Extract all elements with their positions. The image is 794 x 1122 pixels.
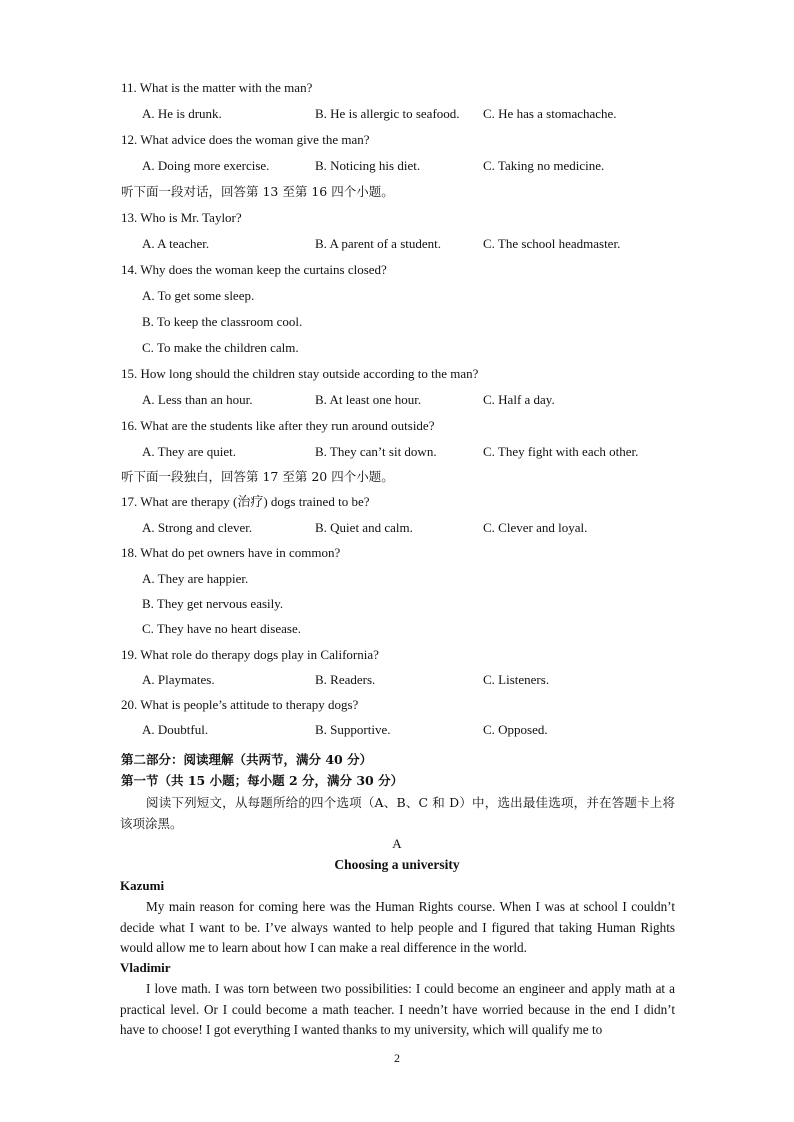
q11-option-b: B. He is allergic to seafood. [315, 106, 460, 121]
question-13: 13. Who is Mr. Taylor? [121, 210, 242, 225]
q12-option-c: C. Taking no medicine. [483, 158, 605, 173]
q19-option-c: C. Listeners. [483, 672, 550, 687]
q12-option-a: A. Doing more exercise. [142, 158, 270, 173]
q15-option-c: C. Half a day. [483, 392, 555, 407]
q16-option-a: A. They are quiet. [142, 444, 236, 459]
question-15: 15. How long should the children stay outside according to the man? [121, 366, 479, 381]
q15-option-a: A. Less than an hour. [142, 392, 253, 407]
q13-option-c: C. The school headmaster. [483, 236, 621, 251]
q20-option-c: C. Opposed. [483, 722, 548, 737]
question-17: 17. What are therapy (治疗) dogs trained to be? [121, 494, 370, 509]
q20-option-b: B. Supportive. [315, 722, 391, 737]
question-16: 16. What are the students like after they run around outside? [121, 418, 435, 433]
q17-option-b: B. Quiet and calm. [315, 520, 413, 535]
question-12: 12. What advice does the woman give the man? [121, 132, 370, 147]
q15-option-b: B. At least one hour. [315, 392, 422, 407]
q11-option-a: A. He is drunk. [142, 106, 222, 121]
q17-option-a: A. Strong and clever. [142, 520, 253, 535]
q14-option-c: C. To make the children calm. [142, 340, 299, 355]
part2-heading: 第二部分：阅读理解（共两节，满分 40 分） [121, 752, 373, 767]
speaker-paragraph: I love math. I was torn between two possibilities: I could become an engineer and apply math at a practical level. Or I could become a math teacher. I needn’t have worried because in the end I didn’t have to choose! I got everything I wanted thanks to my university, which will qualify me to [120, 981, 675, 1038]
q20-option-a: A. Doubtful. [142, 722, 209, 737]
q13-option-a: A. A teacher. [142, 236, 210, 251]
q11-option-c: C. He has a stomachache. [483, 106, 617, 121]
question-18: 18. What do pet owners have in common? [121, 545, 341, 560]
q19-option-b: B. Readers. [315, 672, 376, 687]
section1-heading: 第一节（共 15 小题；每小题 2 分，满分 30 分） [121, 773, 404, 788]
q13-option-b: B. A parent of a student. [315, 236, 442, 251]
q14-option-a: A. To get some sleep. [142, 288, 255, 303]
question-19: 19. What role do therapy dogs play in California? [121, 647, 379, 662]
passage-title: Choosing a university [334, 857, 460, 872]
q18-option-b: B. They get nervous easily. [142, 596, 284, 611]
question-14: 14. Why does the woman keep the curtains closed? [121, 262, 387, 277]
passage-letter: A [392, 836, 402, 851]
q18-option-a: A. They are happier. [142, 571, 249, 586]
q19-option-a: A. Playmates. [142, 672, 215, 687]
question-11: 11. What is the matter with the man? [121, 80, 313, 95]
q12-option-b: B. Noticing his diet. [315, 158, 421, 173]
q17-option-c: C. Clever and loyal. [483, 520, 588, 535]
q14-option-b: B. To keep the classroom cool. [142, 314, 303, 329]
q18-option-c: C. They have no heart disease. [142, 621, 301, 636]
speaker-paragraph: My main reason for coming here was the Human Rights course. When I was at school I couldn’t decide what I want to be. I’ve always wanted to help people and I figured that taking Human Rights would allow me to learn about how I can make a real difference in the world. [120, 899, 675, 956]
speaker-name: Vladimir [120, 960, 171, 975]
q16-option-c: C. They fight with each other. [483, 444, 639, 459]
instruction-13-16: 听下面一段对话，回答第 13 至第 16 四个小题。 [121, 184, 394, 199]
reading-direction: 阅读下列短文，从每题所给的四个选项（A、B、C 和 D）中，选出最佳选项，并在答题卡上将该项涂黑。 [120, 795, 675, 831]
q16-option-b: B. They can’t sit down. [315, 444, 437, 459]
page-number: 2 [394, 1051, 400, 1065]
instruction-17-20: 听下面一段独白，回答第 17 至第 20 四个小题。 [121, 469, 394, 484]
question-20: 20. What is people’s attitude to therapy dogs? [121, 697, 359, 712]
speaker-name: Kazumi [120, 878, 165, 893]
